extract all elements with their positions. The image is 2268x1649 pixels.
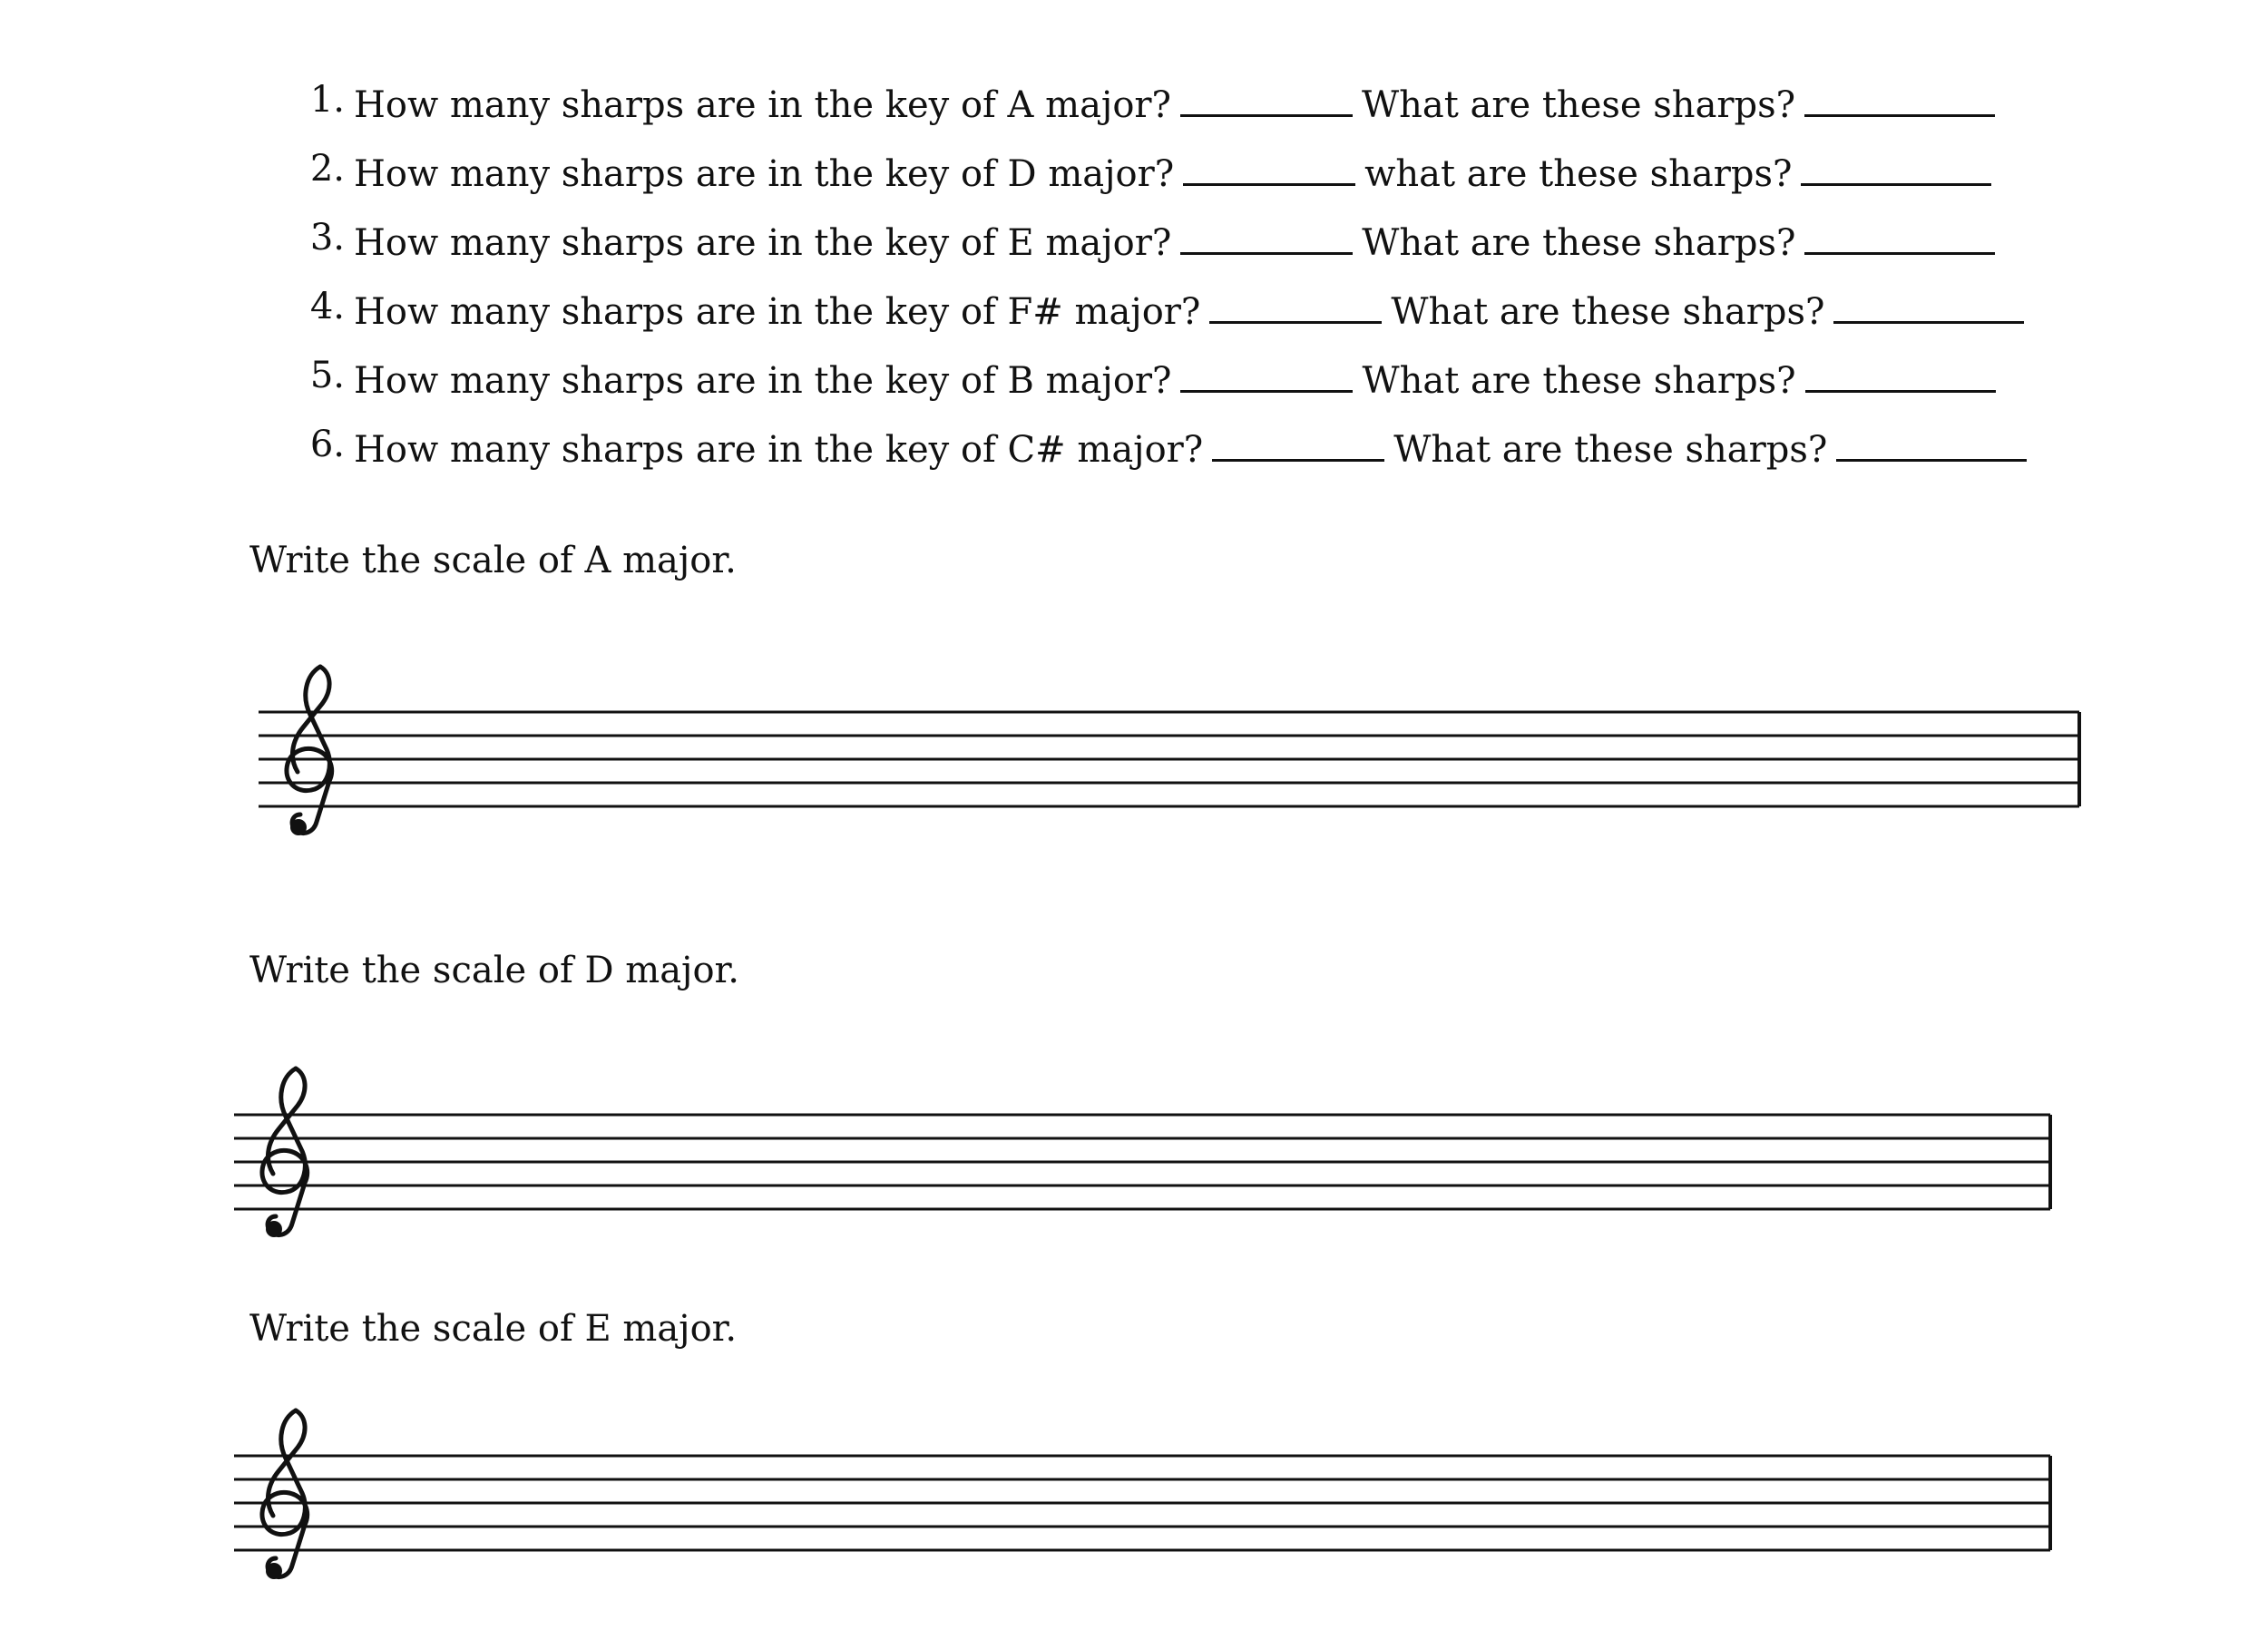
question-text: How many sharps are in the key of B major? (354, 360, 1172, 402)
question-text: How many sharps are in the key of C# major? (354, 429, 1204, 471)
follow-up-text: What are these sharps? (1362, 222, 1796, 264)
question-text-line (354, 141, 2000, 201)
question-text-line (354, 348, 2005, 408)
question-text: How many sharps are in the key of E major? (354, 222, 1172, 264)
sharp-count-blank[interactable] (1180, 73, 1353, 117)
staff-lines (234, 1456, 2050, 1550)
question-text-line (354, 73, 2004, 132)
music-staff[interactable] (234, 1064, 2076, 1264)
scale-prompt: Write the scale of D major. (249, 950, 739, 991)
music-staff[interactable] (259, 662, 2100, 862)
question-text-line (354, 210, 2004, 270)
sharp-count-blank[interactable] (1209, 279, 1382, 324)
scale-prompt: Write the scale of A major. (249, 540, 737, 581)
question-number: 1. (309, 79, 345, 121)
question-text: How many sharps are in the key of F# major? (354, 291, 1201, 333)
follow-up-text: what are these sharps? (1364, 153, 1793, 195)
sharp-names-blank[interactable] (1804, 73, 1995, 117)
treble-clef-icon (262, 1068, 308, 1237)
treble-clef-icon (287, 667, 332, 835)
question-number: 5. (309, 355, 345, 396)
follow-up-text: What are these sharps? (1391, 291, 1825, 333)
sharp-count-blank[interactable] (1183, 141, 1355, 186)
question-text: How many sharps are in the key of D major? (354, 153, 1175, 195)
question-number: 6. (309, 424, 345, 465)
follow-up-text: What are these sharps? (1361, 84, 1796, 126)
question-text: How many sharps are in the key of A major? (354, 84, 1171, 126)
sharp-names-blank[interactable] (1833, 279, 2024, 324)
question-text-line (354, 417, 2036, 477)
staff-lines (259, 712, 2079, 806)
sharp-names-blank[interactable] (1801, 141, 1991, 186)
sharp-count-blank[interactable] (1212, 417, 1384, 462)
question-text-line (354, 279, 2033, 339)
question-number: 3. (309, 217, 345, 259)
question-number: 2. (309, 148, 345, 190)
staff-lines (234, 1115, 2050, 1209)
treble-clef-icon (262, 1410, 308, 1579)
follow-up-text: What are these sharps? (1362, 360, 1796, 402)
music-staff[interactable] (234, 1406, 2076, 1605)
follow-up-text: What are these sharps? (1393, 429, 1828, 471)
sharp-names-blank[interactable] (1804, 210, 1995, 255)
sharp-count-blank[interactable] (1180, 210, 1353, 255)
sharp-names-blank[interactable] (1836, 417, 2027, 462)
sharp-names-blank[interactable] (1805, 348, 1996, 393)
sharp-count-blank[interactable] (1180, 348, 1353, 393)
question-number: 4. (309, 286, 345, 327)
scale-prompt: Write the scale of E major. (249, 1308, 738, 1350)
